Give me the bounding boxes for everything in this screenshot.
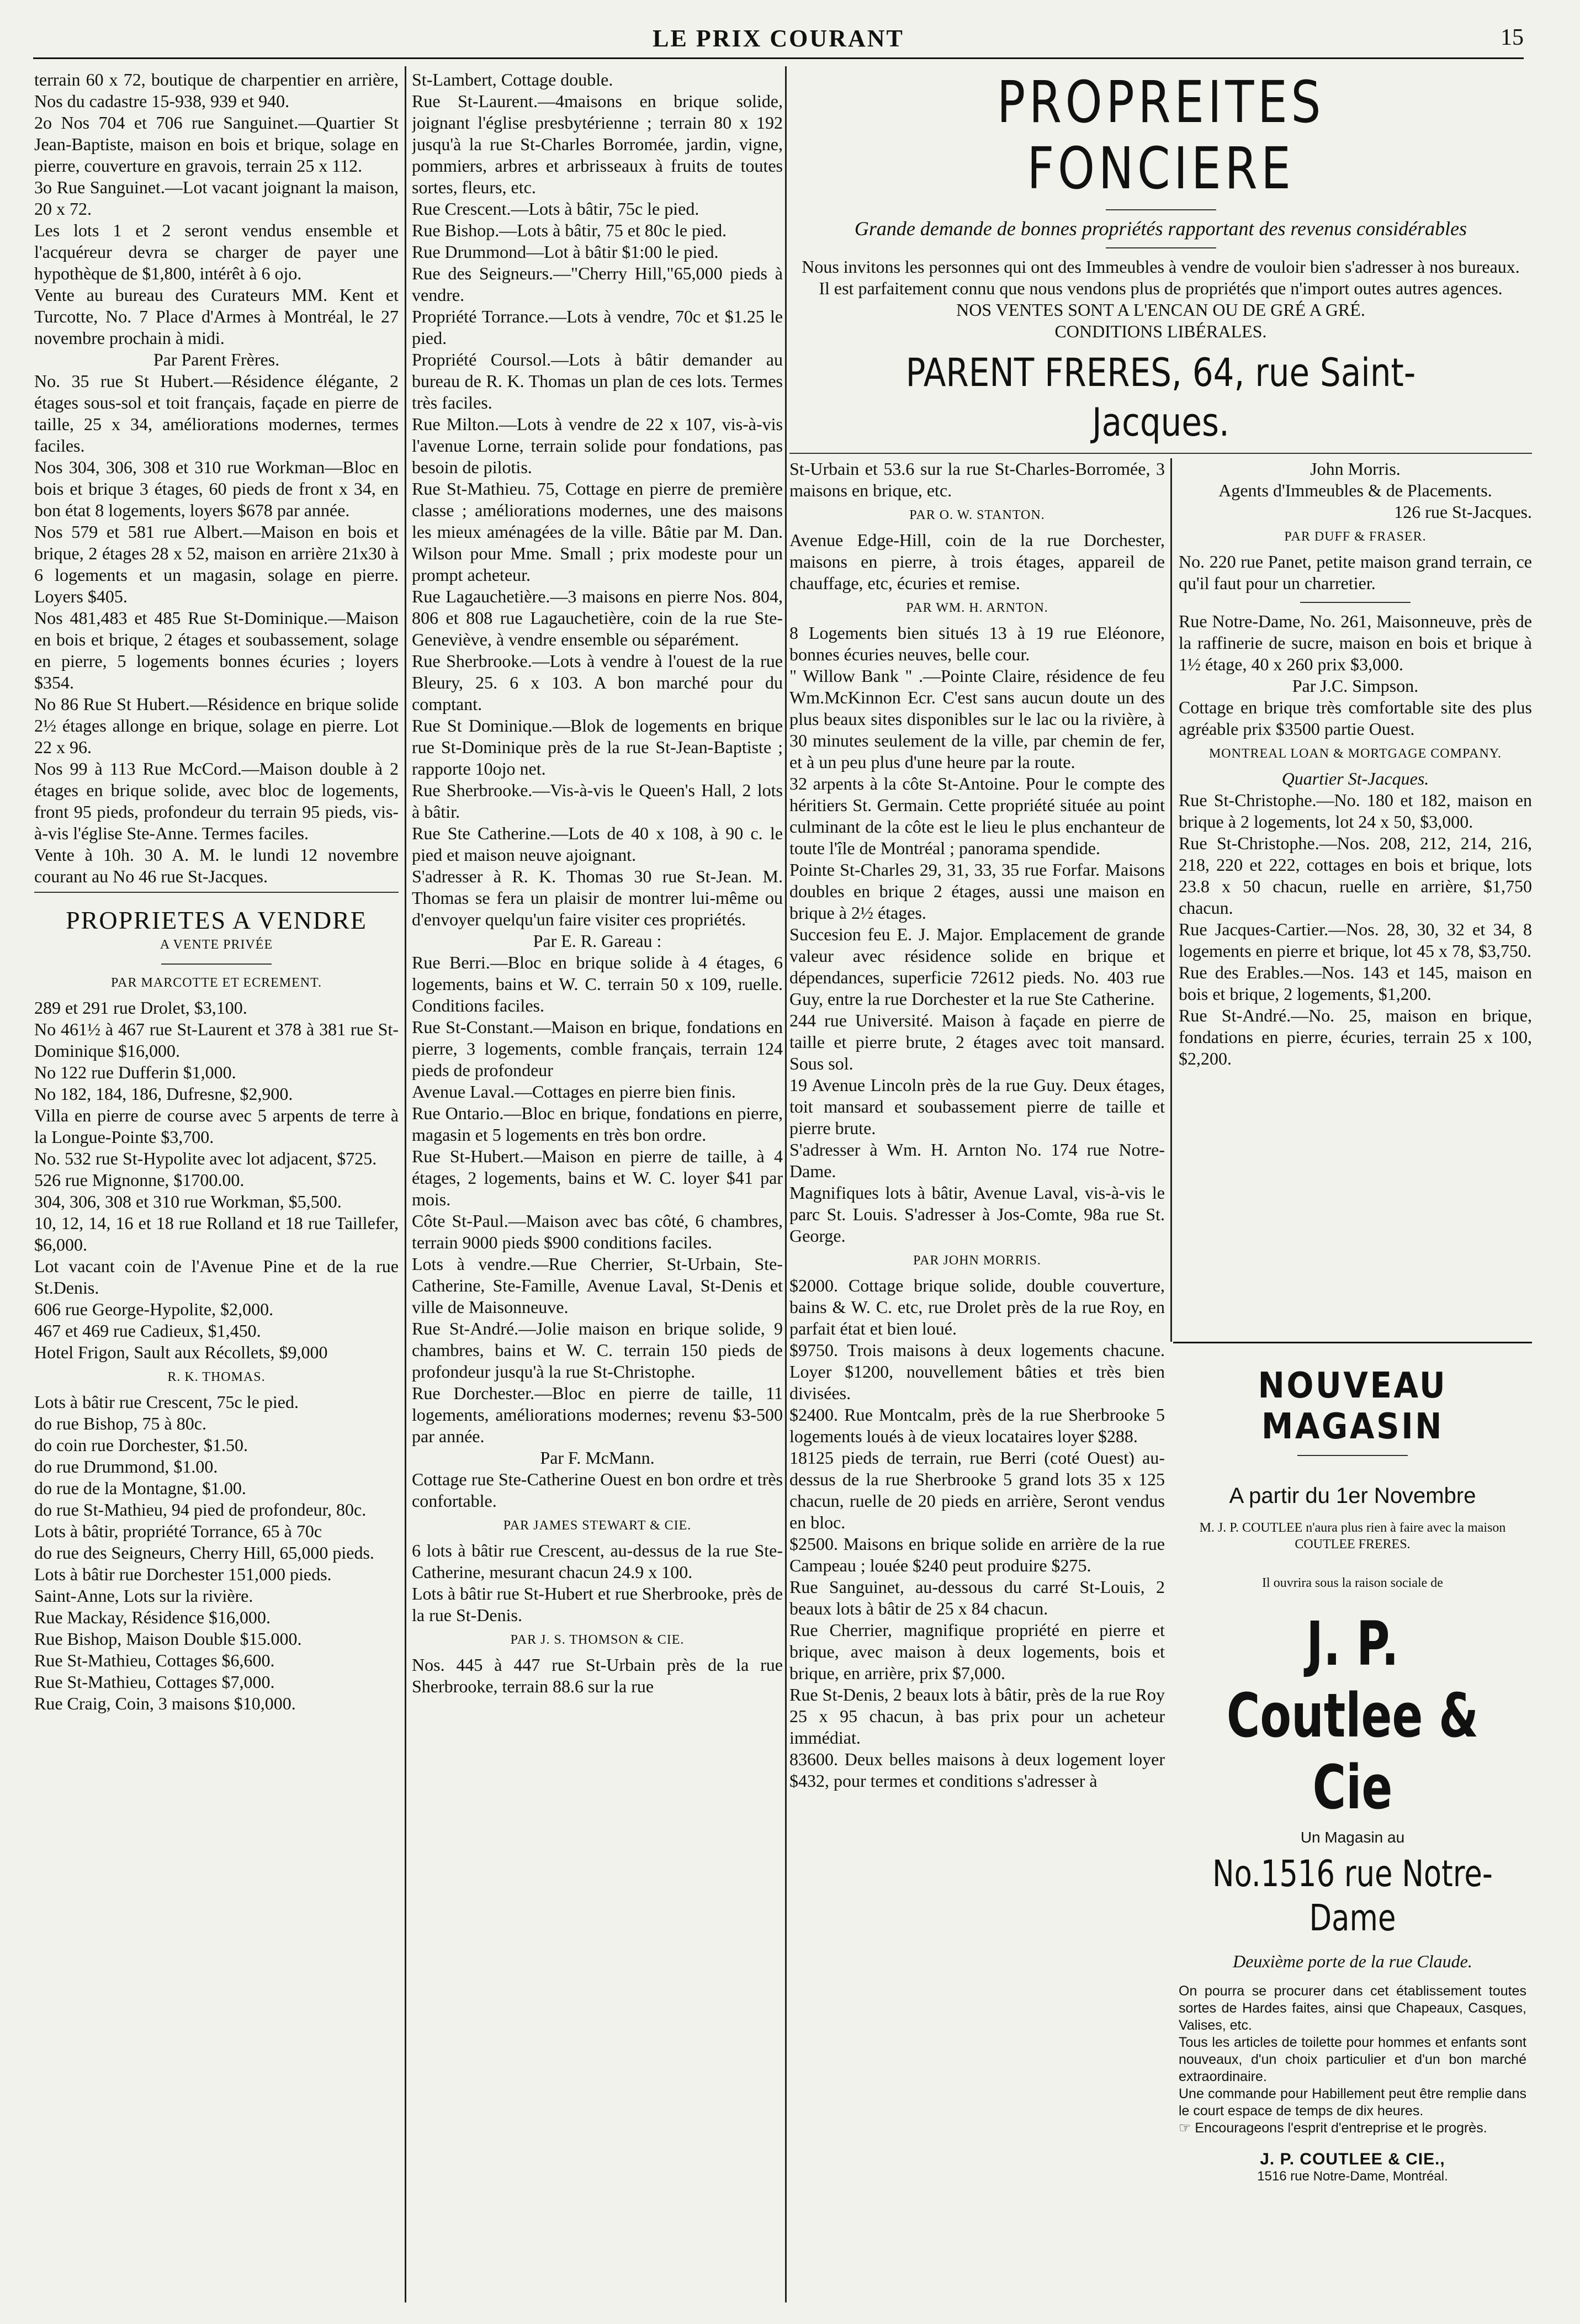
listing: " Willow Bank " .—Pointe Claire, résidence de feu Wm.McKinnon Ecr. C'est sans aucun doute un des plus beaux sites disponibles sur le lac ou la rivière, à 30 minutes seulement de la ville, par chemin de fer, et à un peu plus d'une heure par la route. — [789, 666, 1165, 772]
divider — [1106, 209, 1216, 210]
listing: Saint-Anne, Lots sur la rivière. — [34, 1586, 253, 1606]
listing: Avenue Edge-Hill, coin de la rue Dorchester, maisons en pierre, à trois étages, appareil de chauffage, etc, écuries et remise. — [789, 530, 1165, 593]
section-heading: PROPRIETES A VENDRE — [66, 906, 367, 934]
divider — [1300, 602, 1411, 603]
listing: Succesion feu E. J. Major. Emplacement de grande valeur avec résidence solide en brique et dépendances, superficie 72612 pieds. No. 403 rue Guy, entre la rue Dorchester et la rue Ste Catherine. — [789, 924, 1165, 1009]
listing: No. 532 rue St-Hypolite avec lot adjacent, $725. — [34, 1148, 377, 1168]
listing: 467 et 469 rue Cadieux, $1,450. — [34, 1321, 261, 1341]
advert-text: NOS VENTES SONT A L'ENCAN OU DE GRÉ A GRÉ. — [956, 300, 1365, 320]
listing: $2000. Cottage brique solide, double couverture, bains & W. C. etc, rue Drolet près de la rue Roy, en parfait état et bien loué. — [789, 1275, 1165, 1338]
listing: Vente à 10h. 30 A. M. le lundi 12 novembre courant au No 46 rue St-Jacques. — [34, 845, 399, 886]
listing: 32 arpents à la côte St-Antoine. Pour le compte des héritiers St. Germain. Cette propriété située au point culminant de la côte est le lieu le plus enchanteur de toute l'île de Montréal ; panorama spendide. — [789, 774, 1165, 858]
listing: Lots à vendre.—Rue Cherrier, St-Urbain, Ste-Catherine, Ste-Famille, Avenue Laval, St-Denis et ville de Maisonneuve. — [412, 1254, 783, 1317]
listing: No. 35 rue St Hubert.—Résidence élégante, 2 étages sous-sol et toit français, façade en pierre de taille, 25 x 34, améliorations modernes, termes faciles. — [34, 371, 399, 456]
advert-text: Deuxième porte de la rue Claude. — [1233, 1951, 1472, 1971]
listing: Rue Craig, Coin, 3 maisons $10,000. — [34, 1693, 296, 1713]
listing: Rue Lagauchetière.—3 maisons en pierre Nos. 804, 806 et 808 rue Lagauchetière, coin de la rue Ste-Geneviève, à vendre ensemble ou séparément. — [412, 586, 783, 649]
listing: Rue Dorchester.—Bloc en pierre de taille, 11 logements, améliorations modernes; revenu $3-500 par année. — [412, 1383, 783, 1446]
listing: do rue Drummond, $1.00. — [34, 1457, 218, 1476]
agent-byline: Quartier St-Jacques. — [1281, 769, 1429, 788]
listing: $9750. Trois maisons à deux logements chacune. Loyer $1200, nouvellement bâties et très bien divisées. — [789, 1340, 1165, 1403]
listing: Rue Jacques-Cartier.—Nos. 28, 30, 32 et 34, 8 logements en pierre et brique, lot 45 x 78, $3,750. — [1179, 919, 1532, 961]
divider — [161, 964, 272, 965]
listing: Rue des Erables.—Nos. 143 et 145, maison en bois et brique, 2 logements, $1,200. — [1179, 962, 1532, 1004]
listing: Rue St-Denis, 2 beaux lots à bâtir, près de la rue Roy 25 x 95 chacun, à bas prix pour un acheteur immédiat. — [789, 1685, 1165, 1748]
listing: No 122 rue Dufferin $1,000. — [34, 1062, 236, 1082]
advert-text: Un Magasin au — [1300, 1829, 1405, 1846]
listing: Rue Cherrier, magnifique propriété en pierre et brique, avec maison à deux logements, bois et brique, en arrière, prix $7,000. — [789, 1620, 1165, 1683]
advert-firm-name: PARENT FRERES, 64, rue Saint-Jacques. — [905, 350, 1416, 445]
listing: Lot vacant coin de l'Avenue Pine et de la rue St.Denis. — [34, 1256, 399, 1298]
listing: Lots à bâtir rue Crescent, 75c le pied. — [34, 1392, 299, 1412]
listing: No 182, 184, 186, Dufresne, $2,900. — [34, 1084, 293, 1104]
listing: Rue St-Laurent.—4maisons en brique solide, joignant l'église presbytérienne ; terrain 80 x 192 jusqu'à la rue St-Charles Borromée, jardin, vigne, pommiers, arbres et arbrisseaux à fruits de toutes sortes, fleurs, etc. — [412, 91, 783, 197]
listing: Rue Milton.—Lots à vendre de 22 x 107, vis-à-vis l'avenue Lorne, terrain solide pour fondations, pas besoin de pilotis. — [412, 414, 783, 477]
listing: 304, 306, 308 et 310 rue Workman, $5,500. — [34, 1192, 342, 1211]
listing: 10, 12, 14, 16 et 18 rue Rolland et 18 rue Taillefer, $6,000. — [34, 1213, 399, 1254]
listing: Rue Drummond—Lot à bâtir $1:00 le pied. — [412, 242, 719, 262]
advert-headline: NOUVEAU MAGASIN — [1258, 1365, 1448, 1447]
listing: Rue St-Christophe.—Nos. 208, 212, 214, 216, 218, 220 et 222, cottages en bois et brique, lots 23.8 x 50 chacun, ruelle en arrière, $1,750 chacun. — [1179, 833, 1532, 918]
listing: Villa en pierre de course avec 5 arpents de terre à la Longue-Pointe $3,700. — [34, 1105, 399, 1147]
listing: Rue St-Hubert.—Maison en pierre de taille, à 4 étages, 2 logements, bains et W. C. loyer $41 par mois. — [412, 1146, 783, 1209]
listing: Propriété Coursol.—Lots à bâtir demander au bureau de R. K. Thomas un plan de ces lots. Termes très faciles. — [412, 350, 783, 412]
agent-byline: Par Parent Frères. — [153, 350, 280, 369]
section-subheading: A VENTE PRIVÉE — [160, 938, 273, 952]
column-rule — [405, 66, 406, 2302]
listing: Les lots 1 et 2 seront vendus ensemble et l'acquéreur devra se charger de payer une hypothèque de $1,800, intérêt à 6 ojo. — [34, 220, 399, 283]
listing: S'adresser à Wm. H. Arnton No. 174 rue Notre-Dame. — [789, 1140, 1165, 1181]
page-number: 15 — [1501, 25, 1524, 50]
column-3b — [1179, 458, 1532, 1336]
listing: $2400. Rue Montcalm, près de la rue Sherbrooke 5 logements loués à de vieux locataires loyer $288. — [789, 1405, 1165, 1446]
listing: 19 Avenue Lincoln près de la rue Guy. Deux étages, toit mansard et soubassement pierre de taille et pierre brute. — [789, 1075, 1165, 1138]
listing: Rue St-Mathieu, Cottages $6,600. — [34, 1650, 275, 1670]
divider — [789, 453, 1532, 454]
listing: Vente au bureau des Curateurs MM. Kent et Turcotte, No. 7 Place d'Armes à Montréal, le 27 novembre prochain à midi. — [34, 285, 399, 348]
listing: 289 et 291 rue Drolet, $3,100. — [34, 998, 247, 1018]
listing: 244 rue Université. Maison à façade en pierre de taille et pierre brute, 2 étages avec toit mansard. Sous sol. — [789, 1010, 1165, 1073]
column-rule — [785, 66, 787, 2302]
advert-address: No.1516 rue Notre-Dame — [1212, 1852, 1493, 1939]
listing: Rue Ste Catherine.—Lots de 40 x 108, à 90 c. le pied et maison neuve ajoignant. — [412, 823, 783, 865]
agent-byline: PAR MARCOTTE ET ECREMENT. — [111, 976, 322, 990]
agent-address: 126 rue St-Jacques. — [1394, 502, 1532, 522]
agent-byline: Par J.C. Simpson. — [1292, 676, 1419, 696]
advert-body: On pourra se procurer dans cet établissement toutes sortes de Hardes faites, ainsi que Chapeaux, Casques, Valises, etc. — [1179, 1983, 1526, 2033]
advert-note: Il ouvrira sous la raison sociale de — [1262, 1576, 1443, 1590]
advert-firm-name: J. P. Coutlee & Cie — [1226, 1608, 1479, 1823]
listing: Propriété Torrance.—Lots à vendre, 70c et $1.25 le pied. — [412, 306, 783, 348]
listing: Avenue Laval.—Cottages en pierre bien finis. — [412, 1082, 736, 1102]
listing: Nos 481,483 et 485 Rue St-Dominique.—Maison en bois et brique, 2 étages et soubassement, solage en pierre, 5 logements bonnes écuries ; loyers $354. — [34, 608, 399, 692]
parent-freres-advert — [789, 69, 1532, 456]
agent-byline: PAR JOHN MORRIS. — [913, 1253, 1041, 1268]
listing: Rue Bishop.—Lots à bâtir, 75 et 80c le pied. — [412, 220, 727, 240]
agent-byline: Par F. McMann. — [540, 1448, 655, 1468]
agent-byline: MONTREAL LOAN & MORTGAGE COMPANY. — [1208, 747, 1502, 761]
listing: 18125 pieds de terrain, rue Berri (coté Ouest) au-dessus de la rue Sherbrooke 5 grand lots 35 x 125 chacun, ruelle de 20 pieds en arrière, Seront vendus en bloc. — [789, 1448, 1165, 1532]
listing: Rue Mackay, Résidence $16,000. — [34, 1607, 271, 1627]
advert-tagline: Grande demande de bonnes propriétés rapportant des revenus considérables — [854, 218, 1467, 240]
advert-body: Une commande pour Habillement peut être remplie dans le court espace de temps de dix heures. — [1179, 2086, 1526, 2119]
listing: Rue Crescent.—Lots à bâtir, 75c le pied. — [412, 199, 699, 219]
listing: St-Urbain et 53.6 sur la rue St-Charles-Borromée, 3 maisons en brique, etc. — [789, 459, 1165, 500]
listing: Rue St-Constant.—Maison en brique, fondations en pierre, 3 logements, comble français, terrain 124 pieds de profondeur — [412, 1017, 783, 1080]
advert-text: CONDITIONS LIBÉRALES. — [1054, 321, 1267, 341]
listing: terrain 60 x 72, boutique de charpentier en arrière, Nos du cadastre 15-938, 939 et 940. — [34, 70, 399, 111]
agent-byline: PAR J. S. THOMSON & CIE. — [510, 1633, 685, 1647]
advert-text: Nous invitons les personnes qui ont des Immeubles à vendre de vouloir bien s'adresser à nos bureaux. — [802, 257, 1520, 277]
listing: Nos 579 et 581 rue Albert.—Maison en bois et brique, 2 étages 28 x 52, maison en arrière 21x30 à 6 logements et un magasin, solage en pierre. Loyers $405. — [34, 522, 399, 606]
listing: 8 Logements bien situés 13 à 19 rue Eléonore, bonnes écuries neuves, belle cour. — [789, 623, 1165, 664]
advert-signature: J. P. COUTLEE & CIE., — [1260, 2150, 1445, 2168]
divider — [1106, 247, 1216, 248]
advert-body: ☞ Encourageons l'esprit d'entreprise et le progrès. — [1179, 2120, 1487, 2136]
column-rule — [1170, 458, 1172, 1342]
listing: 606 rue George-Hypolite, $2,000. — [34, 1299, 274, 1319]
listing: No 86 Rue St Hubert.—Résidence en brique solide 2½ étages allonge en brique, solage en pierre. Lot 22 x 96. — [34, 694, 399, 757]
listing: Nos 99 à 113 Rue McCord.—Maison double à 2 étages en brique solide, avec bloc de logements, front 95 pieds, profondeur du terrain 95 pieds, vis-à-vis l'église Ste-Anne. Termes faciles. — [34, 759, 399, 843]
agent-byline: R. K. THOMAS. — [167, 1370, 266, 1384]
listing: Cottage rue Ste-Catherine Ouest en bon ordre et très confortable. — [412, 1469, 783, 1511]
agent-byline: PAR O. W. STANTON. — [909, 508, 1045, 522]
listing: Rue Bishop, Maison Double $15.000. — [34, 1629, 302, 1649]
agent-byline: PAR WM. H. ARNTON. — [906, 601, 1048, 615]
listing: Cottage en brique très comfortable site des plus agréable prix $3500 partie Ouest. — [1179, 697, 1532, 739]
advert-headline: PROPREITES FONCIERE — [996, 69, 1325, 202]
listing: No. 220 rue Panet, petite maison grand terrain, ce qu'il faut pour un charretier. — [1179, 552, 1532, 593]
listing: Rue St-Mathieu, Cottages $7,000. — [34, 1672, 275, 1692]
listing: Rue Ontario.—Bloc en brique, fondations en pierre, magasin et 5 logements en très bon ordre. — [412, 1103, 783, 1145]
listing: Rue des Seigneurs.—"Cherry Hill,"65,000 pieds à vendre. — [412, 263, 783, 305]
column-3a — [789, 458, 1165, 2297]
advert-text: Il est parfaitement connu que nous vendons plus de propriétés que n'import outes autres agences. — [819, 278, 1503, 298]
listing: Rue St Dominique.—Blok de logements en brique rue St-Dominique près de la rue St-Jean-Baptiste ; rapporte 10ojo net. — [412, 716, 783, 779]
column-2 — [412, 69, 783, 2294]
listing: 526 rue Mignonne, $1700.00. — [34, 1170, 245, 1190]
divider — [34, 892, 399, 893]
listing: Magnifiques lots à bâtir, Avenue Laval, vis-à-vis le parc St. Louis. S'adresser à Jos-Comte, 98a rue St. George. — [789, 1183, 1165, 1246]
listing: Hotel Frigon, Sault aux Récollets, $9,000 — [34, 1342, 328, 1362]
agent-name: John Morris. — [1310, 459, 1401, 479]
listing: $2500. Maisons en brique solide en arrière de la rue Campeau ; louée $240 peut produire $275. — [789, 1534, 1165, 1575]
listing: Côte St-Paul.—Maison avec bas côté, 6 chambres, terrain 9000 pieds $900 conditions faciles. — [412, 1211, 783, 1252]
listing: Nos. 445 à 447 rue St-Urbain près de la rue Sherbrooke, terrain 88.6 sur la rue — [412, 1655, 783, 1696]
listing: Rue Sherbrooke.—Vis-à-vis le Queen's Hall, 2 lots à bâtir. — [412, 780, 783, 822]
advert-signature-address: 1516 rue Notre-Dame, Montréal. — [1257, 2169, 1448, 2184]
listing: Rue Berri.—Bloc en brique solide à 4 étages, 6 logements, bains et W. C. terrain 50 x 109, ruelle. Conditions faciles. — [412, 952, 783, 1015]
listing: do coin rue Dorchester, $1.50. — [34, 1435, 248, 1455]
listing: 3o Rue Sanguinet.—Lot vacant joignant la maison, 20 x 72. — [34, 177, 399, 219]
agent-byline: Par E. R. Gareau : — [533, 931, 662, 951]
listing: 2o Nos 704 et 706 rue Sanguinet.—Quartier St Jean-Baptiste, maison en bois et brique, solage en pierre, couverture en gravois, terrain 25 x 112. — [34, 113, 399, 176]
advert-body: Tous les articles de toilette pour hommes et enfants sont nouveaux, d'un choix particulier et d'un bon marché extraordinaire. — [1179, 2035, 1526, 2084]
agent-title: Agents d'Immeubles & de Placements. — [1218, 480, 1492, 500]
listing: Rue St-Mathieu. 75, Cottage en pierre de première classe ; améliorations modernes, une des maisons les mieux aménagées de la ville. Bâtie par M. Dan. Wilson pour Mme. Small ; prix modeste pour un prompt acheteur. — [412, 479, 783, 585]
listing: Rue St-André.—No. 25, maison en brique, fondations en pierre, écuries, terrain 25 x 100, $2,200. — [1179, 1005, 1532, 1068]
coutlee-advert — [1173, 1342, 1532, 2293]
advert-date: A partir du 1er Novembre — [1229, 1484, 1476, 1508]
listing: Lots à bâtir, propriété Torrance, 65 à 70c — [34, 1521, 322, 1541]
listing: Lots à bâtir rue St-Hubert et rue Sherbrooke, près de la rue St-Denis. — [412, 1584, 783, 1625]
column-1 — [34, 69, 399, 2294]
listing: Rue Sanguinet, au-dessous du carré St-Louis, 2 beaux lots à bâtir de 25 x 84 chacun. — [789, 1577, 1165, 1618]
listing: Rue Notre-Dame, No. 261, Maisonneuve, près de la raffinerie de sucre, maison en bois et brique à 1½ étage, 40 x 260 prix $3,000. — [1179, 611, 1532, 674]
newspaper-title: LE PRIX COURANT — [653, 25, 904, 52]
listing: Nos 304, 306, 308 et 310 rue Workman—Bloc en bois et brique 3 étages, 60 pieds de front x 34, en bon état 8 logements, loyers $678 par année. — [34, 457, 399, 520]
masthead — [33, 24, 1524, 59]
listing: 83600. Deux belles maisons à deux logement loyer $432, pour termes et conditions s'adresser à — [789, 1749, 1165, 1791]
listing: 6 lots à bâtir rue Crescent, au-dessus de la rue Ste-Catherine, mesurant chacun 24.9 x 100. — [412, 1540, 783, 1582]
listing: Pointe St-Charles 29, 31, 33, 35 rue Forfar. Maisons doubles en brique 2 étages, aussi une maison en brique à 2½ étages. — [789, 860, 1165, 923]
listing: St-Lambert, Cottage double. — [412, 70, 613, 89]
listing: No 461½ à 467 rue St-Laurent et 378 à 381 rue St-Dominique $16,000. — [34, 1019, 399, 1061]
listing: do rue Bishop, 75 à 80c. — [34, 1414, 206, 1433]
listing: S'adresser à R. K. Thomas 30 rue St-Jean. M. Thomas se fera un plaisir de montrer lui-même ou d'envoyer quelqu'un faire visiter ces propriétés. — [412, 866, 783, 929]
listing: Lots à bâtir rue Dorchester 151,000 pieds. — [34, 1564, 332, 1584]
listing: do rue St-Mathieu, 94 pied de profondeur, 80c. — [34, 1500, 367, 1520]
agent-byline: PAR DUFF & FRASER. — [1284, 530, 1427, 544]
listing: Rue St-Christophe.—No. 180 et 182, maison en brique à 2 logements, lot 24 x 50, $3,000. — [1179, 790, 1532, 832]
divider — [1297, 1455, 1408, 1456]
listing: do rue des Seigneurs, Cherry Hill, 65,000 pieds. — [34, 1543, 374, 1563]
listing: Rue St-André.—Jolie maison en brique solide, 9 chambres, bains et W. C. terrain 150 pieds de profondeur jusqu'à la rue St-Christophe. — [412, 1319, 783, 1381]
listing: Rue Sherbrooke.—Lots à vendre à l'ouest de la rue Bleury, 25. 6 x 103. A bon marché pour du comptant. — [412, 651, 783, 714]
listing: do rue de la Montagne, $1.00. — [34, 1478, 246, 1498]
advert-note: M. J. P. COUTLEE n'aura plus rien à faire avec la maison COUTLEE FRERES. — [1199, 1521, 1506, 1552]
agent-byline: PAR JAMES STEWART & CIE. — [503, 1518, 692, 1533]
